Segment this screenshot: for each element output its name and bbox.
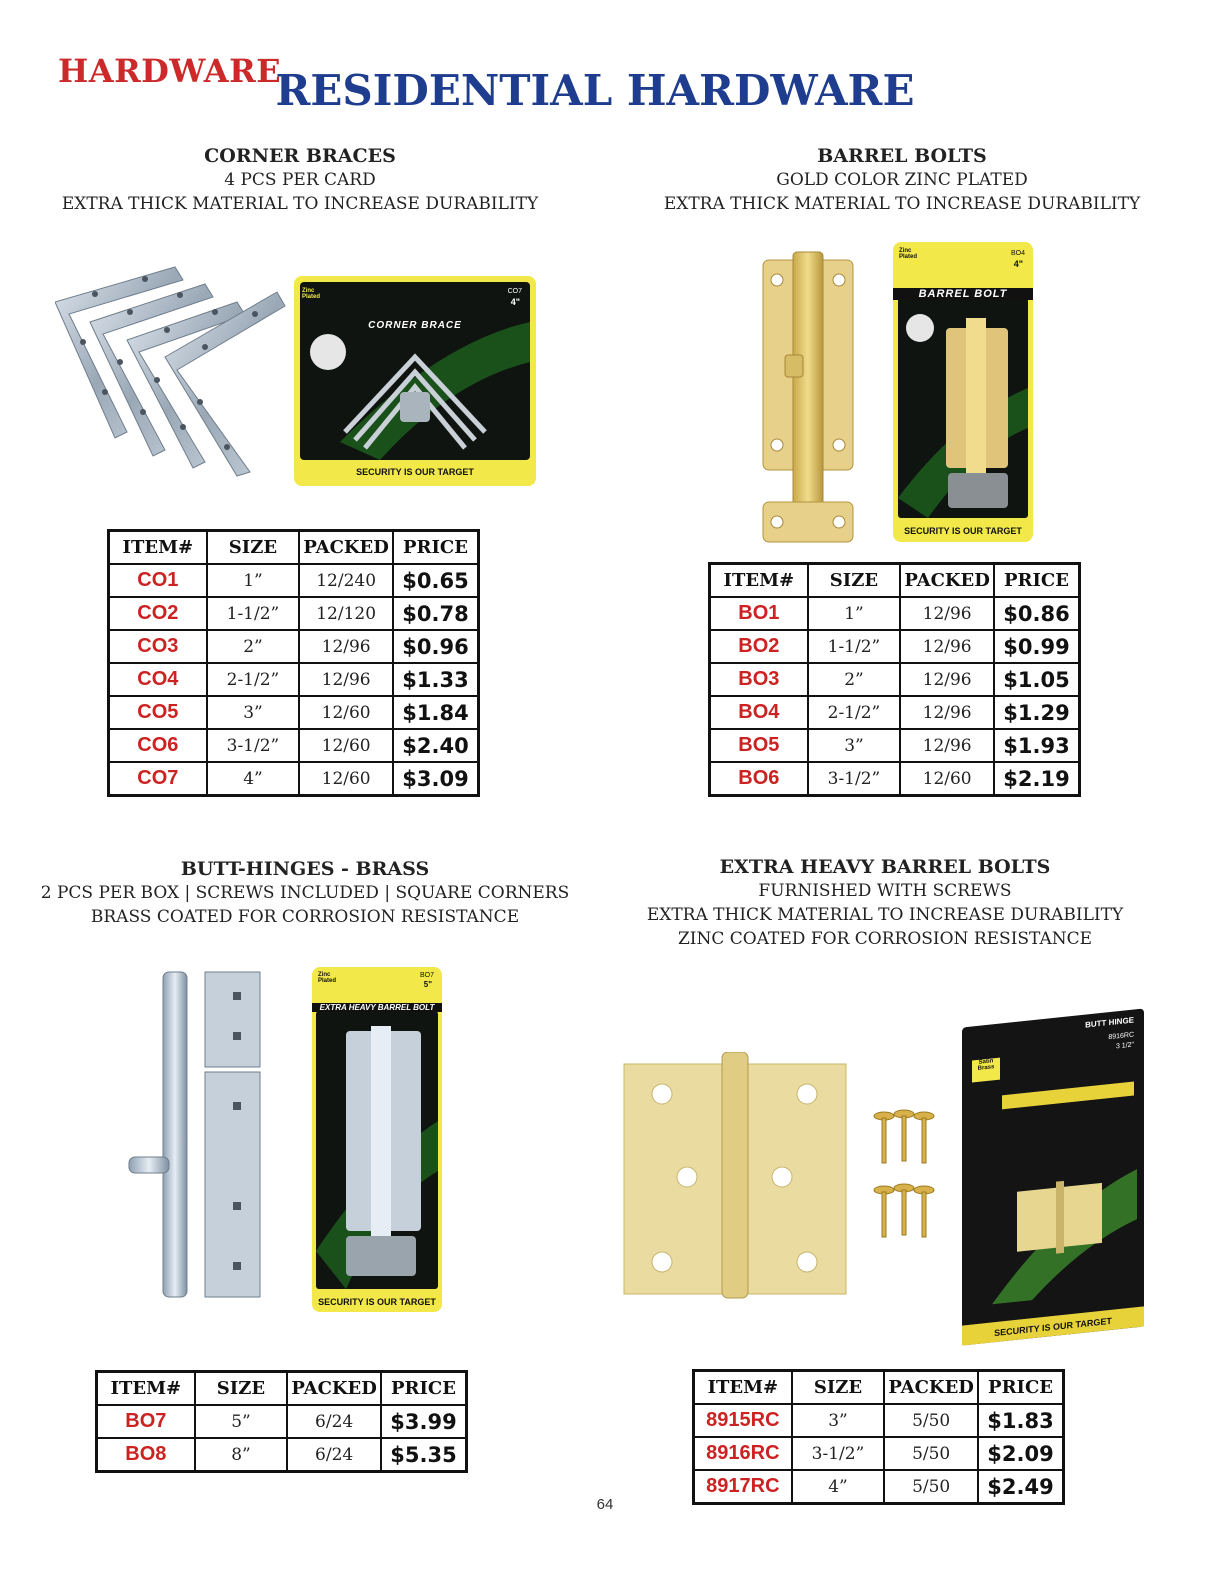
item-size: 1-1/2” [808, 630, 901, 663]
item-number: BO7 [97, 1405, 195, 1438]
package-label: EXTRA HEAVY BARREL BOLT [312, 1003, 442, 1012]
table-header-row [109, 531, 479, 565]
item-number: CO1 [109, 564, 207, 597]
package-code: BO4 [1010, 250, 1025, 257]
package-footer: SECURITY IS OUR TARGET [994, 1315, 1112, 1339]
item-packed: 12/120 [299, 597, 393, 630]
item-number: CO4 [109, 663, 207, 696]
page-number: 64 [596, 1496, 614, 1513]
column-header: PRICE [978, 1371, 1063, 1405]
item-number: 8917RC [694, 1470, 792, 1504]
item-size: 1-1/2” [207, 597, 300, 630]
table-row [109, 696, 479, 729]
item-size: 2” [207, 630, 300, 663]
package-size: 4" [1013, 259, 1023, 269]
item-packed: 6/24 [287, 1438, 381, 1472]
item-price: $2.19 [994, 762, 1079, 796]
column-header: PACKED [299, 531, 393, 565]
corner-brace-package [294, 276, 536, 486]
item-number: BO6 [710, 762, 808, 796]
item-size: 8” [195, 1438, 288, 1472]
item-number: CO5 [109, 696, 207, 729]
product-header-butt-hinges [40, 857, 570, 929]
table-row [710, 729, 1080, 762]
table-header-row [694, 1371, 1064, 1405]
section-label: HARDWARE [58, 52, 282, 90]
package-window [316, 1011, 438, 1289]
barrel-bolt-image [755, 240, 865, 545]
product-description: ZINC COATED FOR CORROSION RESISTANCE [677, 929, 1093, 949]
item-price: $0.65 [393, 564, 478, 597]
product-header-extra-heavy-barrel-bolts [630, 855, 1140, 951]
table-row [109, 663, 479, 696]
item-price: $3.09 [393, 762, 478, 796]
item-packed: 12/96 [299, 630, 393, 663]
item-packed: 12/60 [900, 762, 994, 796]
item-size: 3-1/2” [808, 762, 901, 796]
package-art [898, 298, 1028, 518]
item-price: $0.99 [994, 630, 1079, 663]
column-header: PACKED [884, 1371, 978, 1405]
column-header: PACKED [287, 1372, 381, 1406]
item-number: 8915RC [694, 1404, 792, 1437]
item-size: 2-1/2” [808, 696, 901, 729]
item-size: 3” [792, 1404, 885, 1437]
column-header: ITEM# [109, 531, 207, 565]
column-header: SIZE [207, 531, 300, 565]
column-header: SIZE [792, 1371, 885, 1405]
table-row [97, 1405, 467, 1438]
item-size: 2-1/2” [207, 663, 300, 696]
item-packed: 12/96 [900, 729, 994, 762]
table-row [109, 630, 479, 663]
item-number: BO1 [710, 597, 808, 630]
package-code: 8916RC [1108, 1031, 1134, 1042]
product-name: CORNER BRACES [204, 145, 396, 167]
item-packed: 6/24 [287, 1405, 381, 1438]
item-number: BO3 [710, 663, 808, 696]
product-name: BUTT-HINGES - BRASS [180, 858, 430, 880]
package-tag: Zinc Plated [318, 972, 337, 984]
package-footer: SECURITY IS OUR TARGET [356, 467, 474, 477]
package-label: CORNER BRACE [368, 320, 462, 331]
item-price: $1.33 [393, 663, 478, 696]
item-number: BO8 [97, 1438, 195, 1472]
item-size: 4” [207, 762, 300, 796]
table-row [109, 762, 479, 796]
corner-braces-image [55, 262, 290, 477]
spec-table-extra-heavy-barrel-bolts [692, 1369, 1065, 1505]
spec-table-butt-hinges [95, 1370, 468, 1473]
item-size: 2” [808, 663, 901, 696]
screws-image [870, 1108, 940, 1258]
package-window [300, 282, 530, 460]
table-header-row [710, 564, 1080, 598]
item-packed: 12/60 [299, 762, 393, 796]
column-header: ITEM# [97, 1372, 195, 1406]
item-packed: 12/96 [900, 597, 994, 630]
product-description: EXTRA THICK MATERIAL TO INCREASE DURABILITY [663, 194, 1141, 214]
item-packed: 12/60 [299, 729, 393, 762]
item-number: BO4 [710, 696, 808, 729]
item-packed: 5/50 [884, 1404, 978, 1437]
column-header: PRICE [994, 564, 1079, 598]
item-price: $2.40 [393, 729, 478, 762]
item-size: 3-1/2” [207, 729, 300, 762]
item-packed: 12/96 [299, 663, 393, 696]
item-price: $3.99 [381, 1405, 466, 1438]
item-size: 3-1/2” [792, 1437, 885, 1470]
item-price: $0.86 [994, 597, 1079, 630]
table-row [710, 630, 1080, 663]
item-number: CO3 [109, 630, 207, 663]
table-row [109, 597, 479, 630]
product-description: FURNISHED WITH SCREWS [758, 881, 1012, 901]
product-name: BARREL BOLTS [817, 145, 987, 167]
package-tag: Zinc Plated [899, 248, 918, 260]
item-price: $1.29 [994, 696, 1079, 729]
item-price: $5.35 [381, 1438, 466, 1472]
package-footer: SECURITY IS OUR TARGET [318, 1297, 436, 1307]
package-art [300, 282, 530, 460]
brass-hinge-image [622, 1052, 862, 1302]
barrel-bolt-package [893, 242, 1033, 542]
package-label: BUTT HINGE [1085, 1015, 1134, 1030]
item-size: 1” [808, 597, 901, 630]
item-packed: 12/96 [900, 630, 994, 663]
product-description: GOLD COLOR ZINC PLATED [776, 170, 1028, 190]
package-art [316, 1011, 438, 1289]
item-number: BO2 [710, 630, 808, 663]
product-description: EXTRA THICK MATERIAL TO INCREASE DURABILITY [646, 905, 1124, 925]
table-header-row [97, 1372, 467, 1406]
product-header-corner-braces [40, 144, 560, 216]
item-packed: 5/50 [884, 1470, 978, 1504]
item-number: BO5 [710, 729, 808, 762]
item-size: 5” [195, 1405, 288, 1438]
item-price: $1.93 [994, 729, 1079, 762]
table-row [694, 1404, 1064, 1437]
package-window [898, 298, 1028, 518]
heavy-barrel-bolt-image [125, 962, 275, 1302]
package-tag: Zinc Plated [302, 288, 321, 300]
product-name: EXTRA HEAVY BARREL BOLTS [719, 856, 1051, 878]
column-header: PRICE [393, 531, 478, 565]
item-packed: 5/50 [884, 1437, 978, 1470]
table-row [710, 696, 1080, 729]
spec-table-corner-braces [107, 529, 480, 797]
column-header: PRICE [381, 1372, 466, 1406]
item-price: $0.96 [393, 630, 478, 663]
table-row [694, 1437, 1064, 1470]
butt-hinge-box [962, 1008, 1144, 1345]
table-row [710, 597, 1080, 630]
table-row [109, 729, 479, 762]
table-row [710, 663, 1080, 696]
column-header: PACKED [900, 564, 994, 598]
box-art [992, 1139, 1137, 1304]
item-price: $2.49 [978, 1470, 1063, 1504]
package-footer: SECURITY IS OUR TARGET [904, 526, 1022, 536]
table-row [109, 564, 479, 597]
item-size: 4” [792, 1470, 885, 1504]
package-code: BO7 [419, 972, 434, 979]
column-header: SIZE [808, 564, 901, 598]
package-label: BARREL BOLT [893, 288, 1033, 300]
item-size: 1” [207, 564, 300, 597]
item-number: CO2 [109, 597, 207, 630]
item-price: $1.05 [994, 663, 1079, 696]
package-size: 4" [510, 297, 520, 307]
item-number: CO6 [109, 729, 207, 762]
item-number: 8916RC [694, 1437, 792, 1470]
column-header: ITEM# [694, 1371, 792, 1405]
product-description: EXTRA THICK MATERIAL TO INCREASE DURABILITY [61, 194, 539, 214]
item-price: $1.83 [978, 1404, 1063, 1437]
page-title: RESIDENTIAL HARDWARE [275, 66, 915, 115]
package-size: 5" [423, 980, 432, 989]
item-price: $0.78 [393, 597, 478, 630]
spec-table-barrel-bolts [708, 562, 1081, 797]
item-size: 3” [808, 729, 901, 762]
product-description: 4 PCS PER CARD [224, 170, 376, 190]
column-header: SIZE [195, 1372, 288, 1406]
box-banner [1002, 1081, 1134, 1109]
item-packed: 12/240 [299, 564, 393, 597]
package-code: CO7 [507, 288, 522, 295]
item-size: 3” [207, 696, 300, 729]
package-tag: Satin Brass [972, 1058, 1000, 1083]
heavy-barrel-bolt-package [312, 967, 442, 1312]
item-packed: 12/96 [900, 663, 994, 696]
item-number: CO7 [109, 762, 207, 796]
product-description: BRASS COATED FOR CORROSION RESISTANCE [90, 907, 520, 927]
item-price: $2.09 [978, 1437, 1063, 1470]
item-price: $1.84 [393, 696, 478, 729]
product-header-barrel-bolts [640, 144, 1164, 216]
table-row [97, 1438, 467, 1472]
table-row [710, 762, 1080, 796]
item-packed: 12/60 [299, 696, 393, 729]
package-size: 3 1/2" [1115, 1041, 1134, 1051]
product-description: 2 PCS PER BOX | SCREWS INCLUDED | SQUARE CORNERS [40, 883, 570, 903]
column-header: ITEM# [710, 564, 808, 598]
item-packed: 12/96 [900, 696, 994, 729]
